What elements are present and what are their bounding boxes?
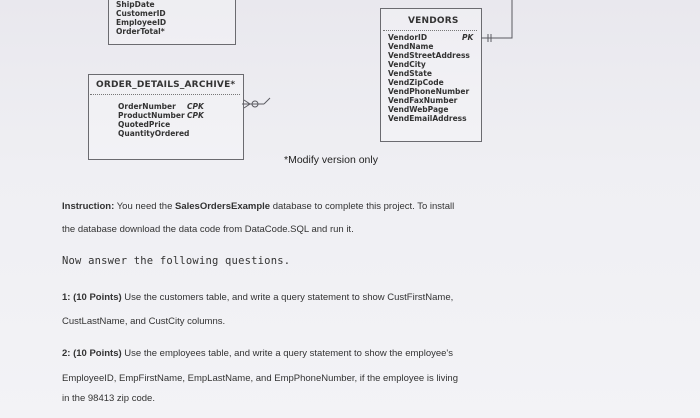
vendors-field: VendCity <box>388 60 426 69</box>
vendors-field: VendWebPage <box>388 105 449 114</box>
archive-table-title: ORDER_DETAILS_ARCHIVE* <box>96 80 236 90</box>
vendors-field: VendZipCode <box>388 78 444 87</box>
archive-field: ProductNumber <box>118 111 185 120</box>
vendors-field: VendPhoneNumber <box>388 87 470 96</box>
vendors-field: VendName <box>388 42 434 51</box>
vendors-field: VendorID <box>388 33 428 42</box>
question-1-line-2: CustLastName, and CustCity columns. <box>62 316 226 327</box>
archive-key-label: CPK <box>187 102 204 111</box>
instruction-label: Instruction: <box>62 201 115 212</box>
instruction-text-2: database to complete this project. To install <box>270 201 455 212</box>
instruction-text-1: You need the <box>114 201 176 212</box>
archive-field: QuantityOrdered <box>118 129 190 138</box>
question-1-text: Use the customers table, and write a query statement to show CustFirstName, <box>121 292 454 303</box>
vendors-field: VendStreetAddress <box>388 51 470 60</box>
orders-field: ShipDate <box>116 0 155 9</box>
vendors-relationship-connector <box>470 0 530 50</box>
vendors-header-divider <box>383 30 477 31</box>
question-2-number: 2: (10 Points) <box>62 348 122 359</box>
vendors-field: VendState <box>388 69 432 78</box>
question-2-text: Use the employees table, and write a query statement to show the employee's <box>121 348 453 359</box>
question-2-line-1 <box>62 348 453 359</box>
archive-header-divider <box>90 94 240 95</box>
instruction-line-2: the database download the data code from DataCode.SQL and run it. <box>62 224 354 235</box>
archive-vendors-connector <box>240 60 390 120</box>
orders-field: CustomerID <box>116 9 166 18</box>
vendors-table-title: VENDORS <box>408 16 459 26</box>
archive-field: OrderNumber <box>118 102 176 111</box>
vendors-field: VendEmailAddress <box>388 114 467 123</box>
orders-field: EmployeeID <box>116 18 167 27</box>
orders-field: OrderTotal* <box>116 27 165 36</box>
vendors-pk-label: PK <box>462 33 474 42</box>
archive-field: QuotedPrice <box>118 120 171 129</box>
question-2-line-3: in the 98413 zip code. <box>62 393 155 404</box>
instruction-db-name: SalesOrdersExample <box>175 201 271 212</box>
question-1-number: 1: (10 Points) <box>62 292 122 303</box>
archive-key-label: CPK <box>187 111 204 120</box>
vendors-field: VendFaxNumber <box>388 96 458 105</box>
instruction-line-1 <box>62 201 454 212</box>
question-1-line-1 <box>62 292 453 303</box>
modify-version-note: *Modify version only <box>284 154 378 166</box>
questions-prompt: Now answer the following questions. <box>62 255 291 267</box>
question-2-line-2: EmployeeID, EmpFirstName, EmpLastName, and EmpPhoneNumber, if the employee is living <box>62 373 459 384</box>
